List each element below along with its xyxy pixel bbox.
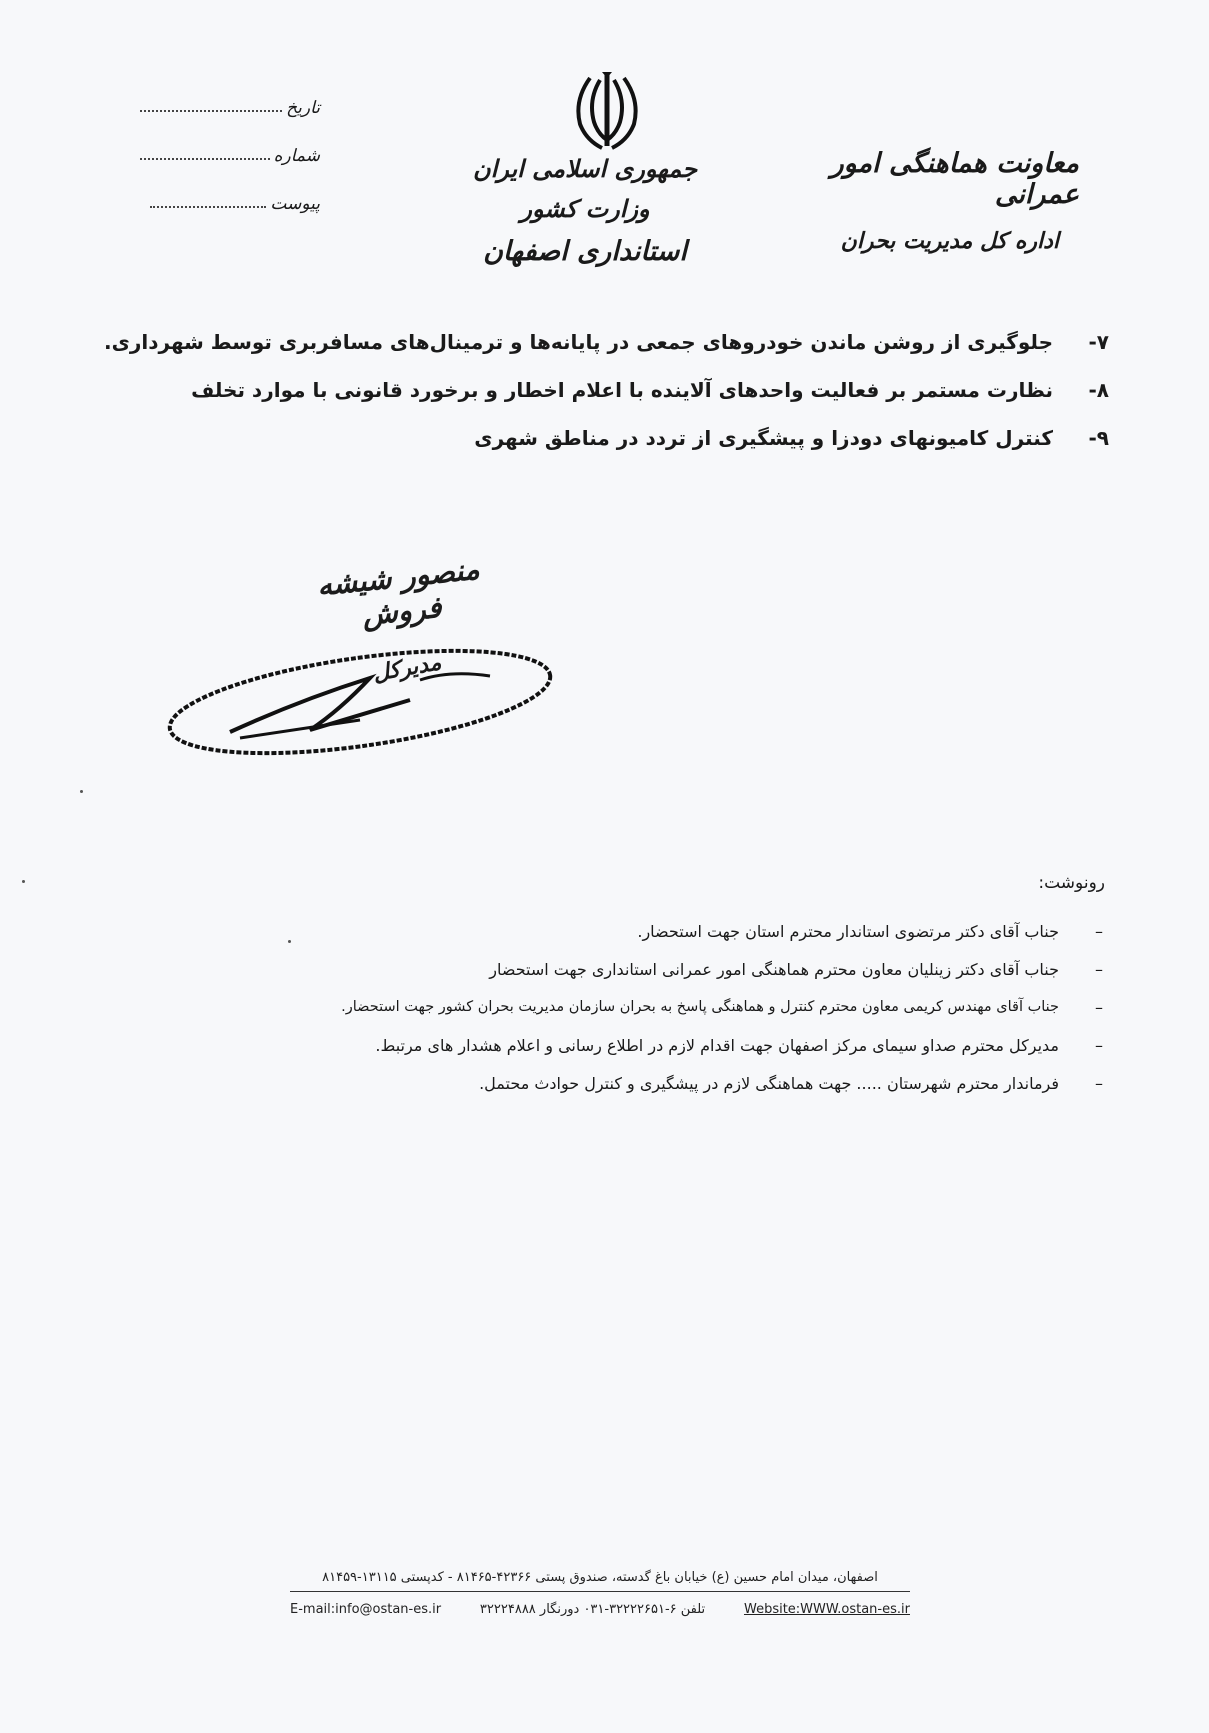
- cc-dash: –: [1095, 1035, 1103, 1055]
- cc-dash: –: [1095, 921, 1103, 941]
- scan-speck: [80, 790, 83, 793]
- number-dots: [140, 158, 270, 160]
- cc-heading: رونوشت:: [1038, 873, 1105, 893]
- cc-dash: –: [1095, 997, 1103, 1017]
- scan-speck: [288, 940, 291, 943]
- date-dots: [140, 110, 282, 112]
- item-text: جلوگیری از روشن ماندن خودروهای جمعی در پایانه‌ها و ترمینال‌های مسافربری توسط شهرداری.: [103, 330, 1053, 354]
- letter-meta-fields: [140, 70, 320, 214]
- cc-entry: [123, 1064, 1103, 1102]
- cc-entry: [123, 950, 1103, 988]
- footer-phone: تلفن ۶-۳۲۲۲۲۶۵۱-۰۳۱ دورنگار ۳۲۲۲۴۸۸۸: [479, 1602, 706, 1617]
- signatory-title: مدیرکل: [370, 649, 444, 687]
- deputy-name: معاونت هماهنگی امور عمرانی: [830, 148, 1079, 210]
- cc-entry: [123, 1026, 1103, 1064]
- item-number: ۸-: [1088, 378, 1109, 402]
- attachment-field: [150, 166, 320, 214]
- cc-dash: –: [1095, 959, 1103, 979]
- cc-entry: [123, 988, 1103, 1026]
- cc-dash: –: [1095, 1073, 1103, 1093]
- date-label: تاریخ: [286, 98, 320, 118]
- cc-entry: [123, 912, 1103, 950]
- letter-footer: [290, 1570, 910, 1617]
- item-text: کنترل کامیونهای دودزا و پیشگیری از تردد در مناطق شهری: [474, 426, 1053, 450]
- number-field: [140, 118, 320, 166]
- cc-text: جناب آقای دکتر مرتضوی استاندار محترم استان جهت استحضار.: [637, 921, 1059, 941]
- footer-website: Website:WWW.ostan-es.ir: [743, 1602, 910, 1617]
- cc-text: جناب آقای مهندس کریمی معاون محترم کنترل و هماهنگی پاسخ به بحران سازمان مدیریت بحران کشور جهت استحضار.: [341, 999, 1059, 1015]
- footer-email: E-mail:info@ostan-es.ir: [290, 1602, 442, 1617]
- country-name: جمهوری اسلامی ایران: [472, 154, 698, 183]
- footer-contacts: [290, 1602, 910, 1617]
- directive-list: [103, 318, 1109, 462]
- list-item: [149, 414, 1109, 462]
- attachment-dots: [150, 206, 266, 208]
- attachment-label: پیوست: [270, 194, 320, 214]
- department-header: [779, 148, 1079, 254]
- iran-emblem-icon: [568, 70, 646, 152]
- department-name: اداره کل مدیریت بحران: [840, 228, 1059, 254]
- signatory-name: منصور شیشه فروش: [315, 551, 482, 632]
- item-number: ۹-: [1088, 426, 1109, 450]
- date-field: [140, 70, 320, 118]
- cc-text: مدیرکل محترم صداو سیمای مرکز اصفهان جهت اقدام لازم در اطلاع رسانی و اعلام هشدار های مرتبط.: [375, 1035, 1059, 1055]
- list-item: [149, 366, 1109, 414]
- cc-text: جناب آقای دکتر زینلیان معاون محترم هماهنگی امور عمرانی استانداری جهت استحضار: [489, 959, 1059, 979]
- cc-text: فرماندار محترم شهرستان ..... جهت هماهنگی لازم در پیشگیری و کنترل حوادث محتمل.: [479, 1073, 1059, 1093]
- ministry-name: وزارت کشور: [520, 194, 650, 224]
- item-text: نظارت مستمر بر فعالیت واحدهای آلاینده با اعلام اخطار و برخورد قانونی با موارد تخلف: [191, 378, 1053, 402]
- cc-list: [123, 912, 1103, 1102]
- ministry-header: [470, 150, 700, 266]
- footer-address: اصفهان، میدان امام حسین (ع) خیابان باغ گدسته، صندوق پستی ۴۲۳۶۶-۸۱۴۶۵ - کدپستی ۱۳۱۱۵-۸۱۴۵۹: [290, 1570, 910, 1592]
- governorate-name: استانداری اصفهان: [483, 235, 687, 267]
- number-label: شماره: [273, 146, 320, 166]
- list-item: [103, 318, 1109, 366]
- scan-speck: [22, 880, 25, 883]
- item-number: ۷-: [1088, 330, 1109, 354]
